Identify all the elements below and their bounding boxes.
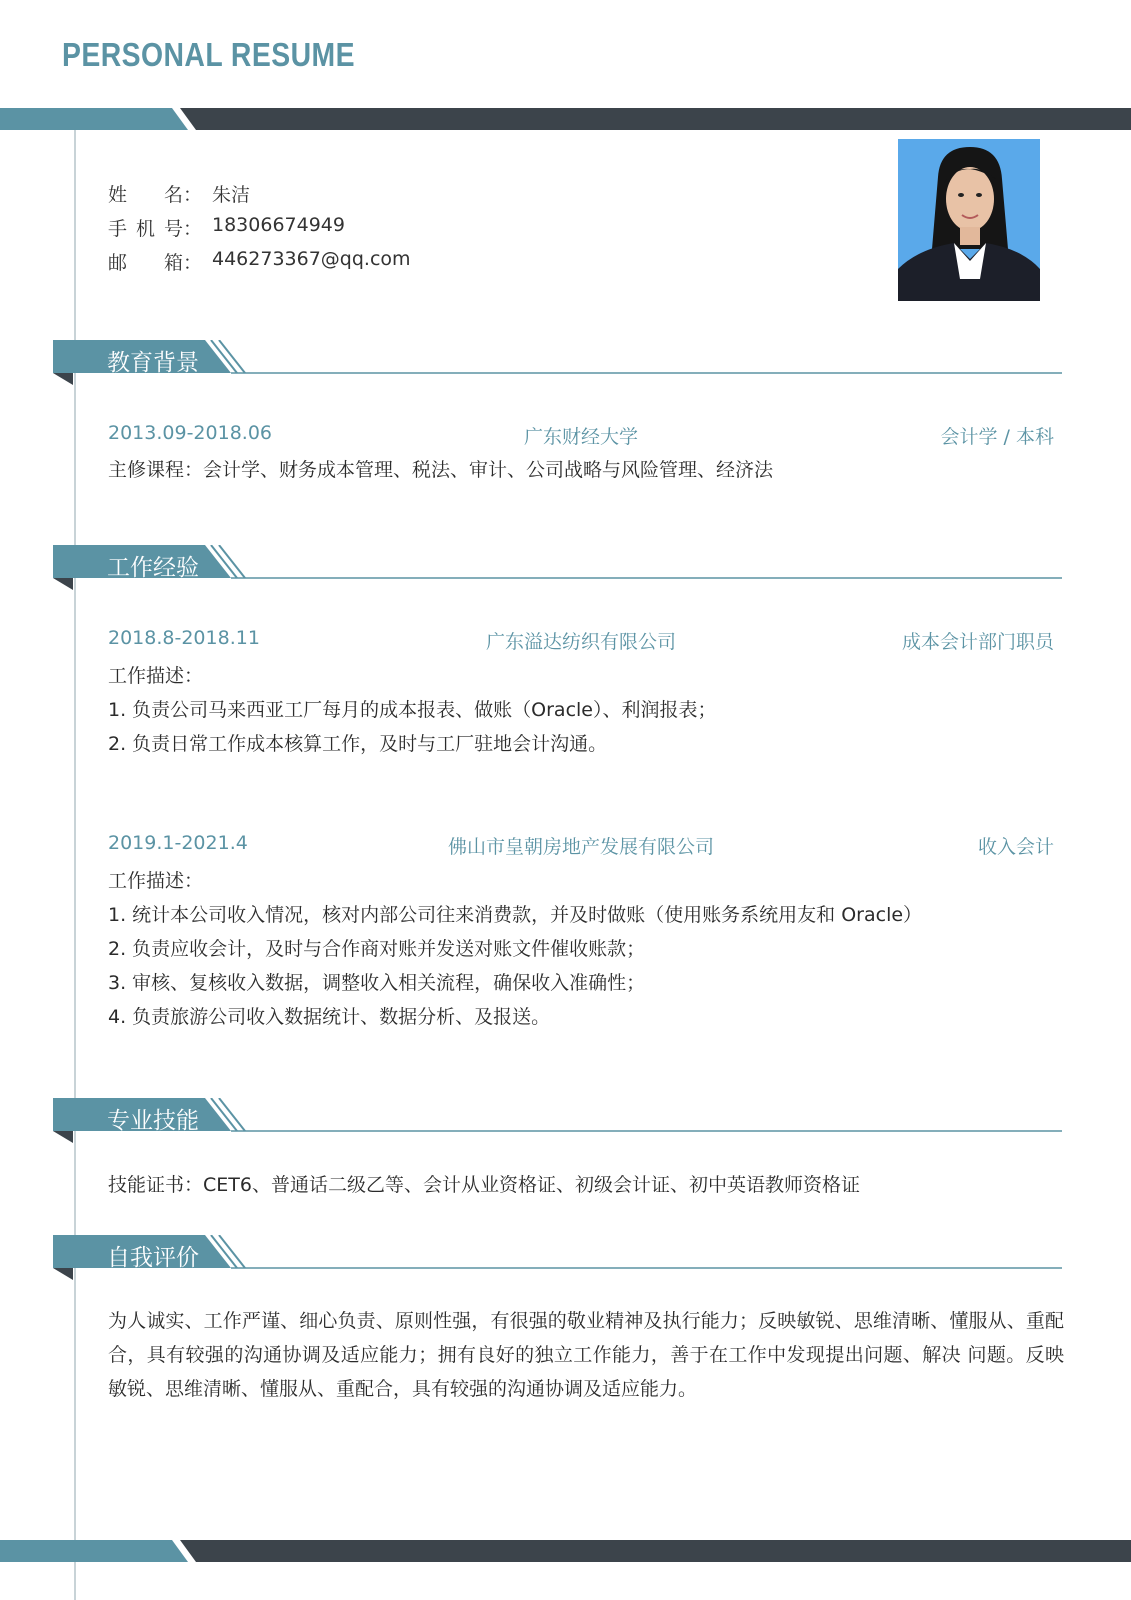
section-title-self-eval: 自我评价 xyxy=(107,1245,199,1271)
work-role: 成本会计部门职员 xyxy=(901,631,1054,653)
education-date: 2013.09-2018.06 xyxy=(108,422,272,444)
work-desc-item: 2. 负责应收会计，及时与合作商对账并发送对账文件催收账款； xyxy=(108,938,646,960)
work-desc-item: 3. 审核、复核收入数据，调整收入相关流程，确保收入准确性； xyxy=(108,972,646,994)
work-desc-item: 2. 负责日常工作成本核算工作，及时与工厂驻地会计沟通。 xyxy=(108,733,608,755)
section-title-work: 工作经验 xyxy=(107,555,199,581)
page-title: PERSONAL RESUME xyxy=(62,36,355,73)
work-desc-item: 1. 统计本公司收入情况，核对内部公司往来消费款，并及时做账（使用账务系统用友和 Oracle） xyxy=(108,904,923,926)
phone-value: 18306674949 xyxy=(212,214,345,236)
self-eval-text: 为人诚实、工作严谨、细心负责、原则性强，有很强的敬业精神及执行能力；反映敏锐、思维清晰、懂服从、重配合，具有较强的沟通协调及适应能力；拥有良好的独立工作能力，善于在工作中发现提出问题、解决 问题。反映敏锐、思维清晰、懂服从、重配合，具有较强的沟通协调及适应能力。 xyxy=(108,1310,1064,1400)
section-title-skills: 专业技能 xyxy=(107,1108,199,1134)
section-header-self-eval xyxy=(53,1235,1062,1280)
section-header-skills xyxy=(53,1098,1062,1143)
work-desc-label: 工作描述： xyxy=(108,665,204,687)
portrait-photo xyxy=(898,139,1040,301)
work-entry-row xyxy=(108,832,1054,858)
work-date: 2018.8-2018.11 xyxy=(108,627,260,649)
name-value: 朱洁 xyxy=(212,184,251,206)
education-major: 会计学 / 本科 xyxy=(940,426,1054,448)
section-title-education: 教育背景 xyxy=(107,350,199,376)
work-date: 2019.1-2021.4 xyxy=(108,832,248,854)
work-company: 广东溢达纺织有限公司 xyxy=(485,631,676,653)
email-value: 446273367@qq.com xyxy=(212,248,411,270)
education-entry-row xyxy=(108,422,1054,448)
work-role: 收入会计 xyxy=(977,836,1054,858)
skills-text: 技能证书：CET6、普通话二级乙等、会计从业资格证、初级会计证、初中英语教师资格证 xyxy=(108,1174,860,1196)
work-desc-item: 4. 负责旅游公司收入数据统计、数据分析、及报送。 xyxy=(108,1006,551,1028)
education-school: 广东财经大学 xyxy=(523,426,638,448)
footer-band xyxy=(0,1540,1131,1562)
education-courses: 主修课程：会计学、财务成本管理、税法、审计、公司战略与风险管理、经济法 xyxy=(108,459,774,481)
work-entry-row xyxy=(108,627,1054,653)
header-band xyxy=(0,108,1131,130)
work-desc-item: 1. 负责公司马来西亚工厂每月的成本报表、做账（Oracle）、利润报表； xyxy=(108,699,717,721)
section-header-work xyxy=(53,545,1062,590)
section-header-education xyxy=(53,340,1062,385)
work-company: 佛山市皇朝房地产发展有限公司 xyxy=(447,836,714,858)
work-desc-label: 工作描述： xyxy=(108,870,204,892)
